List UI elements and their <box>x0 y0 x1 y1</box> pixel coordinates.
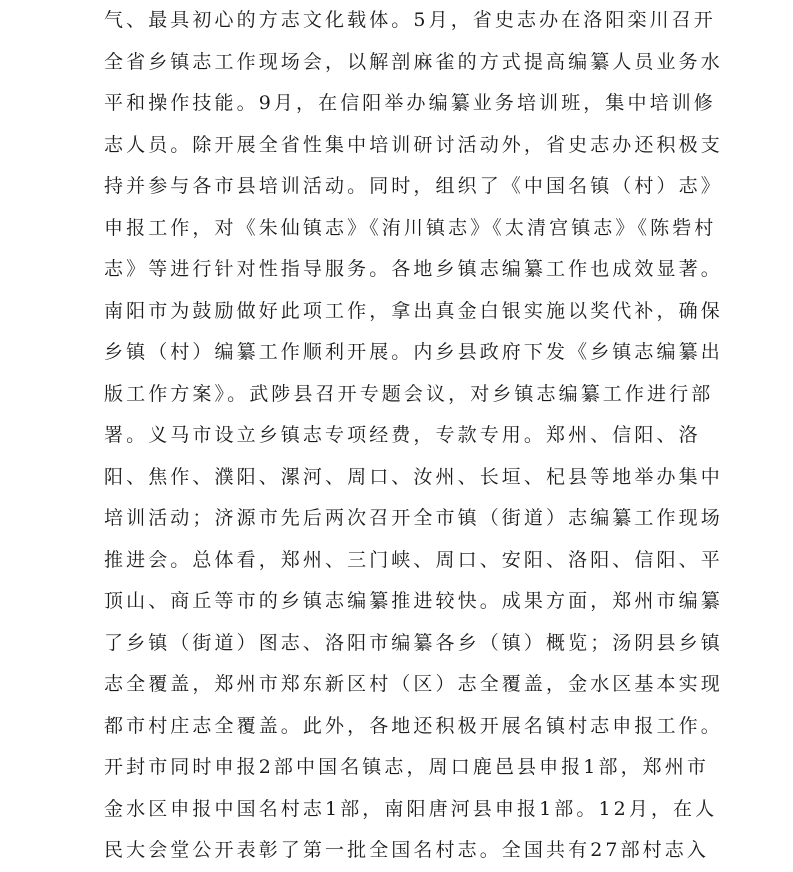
text-line: 平和操作技能。9月，在信阳举办编纂业务培训班，集中培训修 <box>104 92 716 114</box>
text-line: 民大会堂公开表彰了第一批全国名村志。全国共有27部村志入 <box>104 839 709 861</box>
text-line: 推进会。总体看，郑州、三门峡、周口、安阳、洛阳、信阳、平 <box>104 548 723 571</box>
text-line: 全省乡镇志工作现场会，以解剖麻雀的方式提高编纂人员业务水 <box>104 50 723 73</box>
text-line: 金水区申报中国名村志1部，南阳唐河县申报1部。12月，在人 <box>104 797 718 820</box>
text-line: 志人员。除开展全省性集中培训研讨活动外，省史志办还积极支 <box>104 133 723 156</box>
text-line: 阳、焦作、濮阳、漯河、周口、汝州、长垣、杞县等地举办集中 <box>104 465 723 488</box>
text-line: 持并参与各市县培训活动。同时，组织了《中国名镇（村）志》 <box>104 175 723 197</box>
text-line: 申报工作，对《朱仙镇志》《洧川镇志》《太清宫镇志》《陈砦村 <box>104 216 717 239</box>
text-line: 南阳市为鼓励做好此项工作，拿出真金白银实施以奖代补，确保 <box>104 299 723 322</box>
body-text <box>104 0 723 872</box>
text-line: 了乡镇（街道）图志、洛阳市编纂各乡（镇）概览；汤阴县乡镇 <box>104 631 723 654</box>
text-line: 版工作方案》。武陟县召开专题会议，对乡镇志编纂工作进行部 <box>104 382 714 405</box>
text-line: 署。义马市设立乡镇志专项经费，专款专用。郑州、信阳、洛 <box>104 424 701 446</box>
text-line: 志全覆盖，郑州市郑东新区村（区）志全覆盖，金水区基本实现 <box>104 673 723 695</box>
text-line: 志》等进行针对性指导服务。各地乡镇志编纂工作也成效显著。 <box>104 258 723 280</box>
text-line: 开封市同时申报2部中国名镇志，周口鹿邑县申报1部，郑州市 <box>104 756 709 778</box>
text-line: 乡镇（村）编纂工作顺利开展。内乡县政府下发《乡镇志编纂出 <box>104 341 723 363</box>
text-line: 气、最具初心的方志文化载体。5月，省史志办在洛阳栾川召开 <box>104 9 716 31</box>
text-line: 培训活动；济源市先后两次召开全市镇（街道）志编纂工作现场 <box>104 507 723 529</box>
text-line: 都市村庄志全覆盖。此外，各地还积极开展名镇村志申报工作。 <box>104 714 723 737</box>
text-line: 顶山、商丘等市的乡镇志编纂推进较快。成果方面，郑州市编纂 <box>104 590 723 612</box>
